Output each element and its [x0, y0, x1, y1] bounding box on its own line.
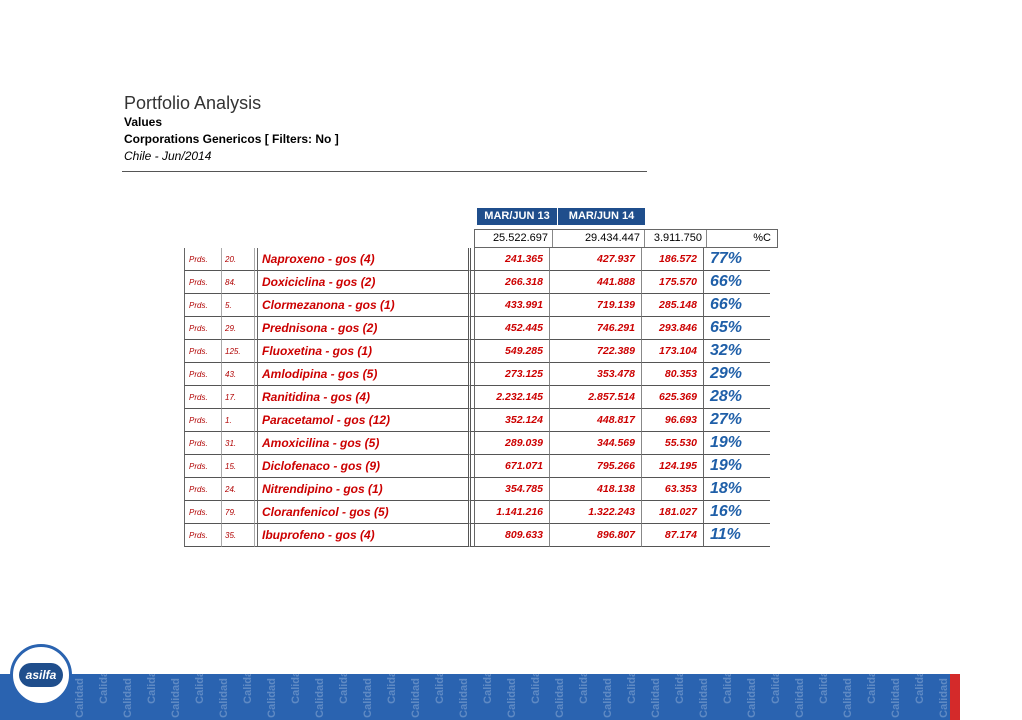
total-period1: 25.522.697: [475, 230, 553, 247]
pct-change: 29%: [704, 363, 770, 386]
value-diff: 186.572: [642, 248, 704, 271]
value-diff: 87.174: [642, 524, 704, 547]
report-filter: Corporations Genericos [ Filters: No ]: [124, 132, 339, 146]
value-period1: 433.991: [474, 294, 550, 317]
table-row: [184, 248, 770, 271]
footer-watermark: Calidad: [985, 678, 998, 718]
table-row: [184, 455, 770, 478]
value-period1: 2.232.145: [474, 386, 550, 409]
value-period2: 344.569: [550, 432, 642, 455]
product-name: Amoxicilina - gos (5): [257, 432, 471, 455]
row-type: Prds.: [184, 340, 222, 363]
value-diff: 80.353: [642, 363, 704, 386]
value-period2: 746.291: [550, 317, 642, 340]
footer-watermark: Calidad: [361, 678, 374, 718]
row-type: Prds.: [184, 455, 222, 478]
footer-watermark: Calidad: [697, 678, 710, 718]
footer-watermark: Calidad: [745, 678, 758, 718]
asilfa-logo: [10, 644, 72, 706]
pct-change: 66%: [704, 294, 770, 317]
value-period2: 722.389: [550, 340, 642, 363]
row-type: Prds.: [184, 271, 222, 294]
value-diff: 63.353: [642, 478, 704, 501]
value-period2: 795.266: [550, 455, 642, 478]
header-divider: [122, 171, 647, 172]
footer-watermark: Calidad: [433, 664, 446, 704]
value-period1: 671.071: [474, 455, 550, 478]
footer-watermark: Calidad: [1009, 664, 1022, 704]
pct-change: 32%: [704, 340, 770, 363]
product-name: Clormezanona - gos (1): [257, 294, 471, 317]
column-header-period1: MAR/JUN 13: [477, 208, 557, 225]
row-type: Prds.: [184, 501, 222, 524]
value-period1: 1.141.216: [474, 501, 550, 524]
pct-change: 28%: [704, 386, 770, 409]
product-name: Amlodipina - gos (5): [257, 363, 471, 386]
value-diff: 173.104: [642, 340, 704, 363]
value-period2: 441.888: [550, 271, 642, 294]
table-row: [184, 409, 770, 432]
value-period2: 427.937: [550, 248, 642, 271]
footer-watermark: Calidad: [97, 664, 110, 704]
product-name: Prednisona - gos (2): [257, 317, 471, 340]
footer-watermark: Calidad: [241, 664, 254, 704]
value-diff: 181.027: [642, 501, 704, 524]
product-name: Naproxeno - gos (4): [257, 248, 471, 271]
table-row: [184, 340, 770, 363]
value-period1: 809.633: [474, 524, 550, 547]
product-name: Diclofenaco - gos (9): [257, 455, 471, 478]
footer-watermark: Calidad: [73, 678, 86, 718]
row-type: Prds.: [184, 478, 222, 501]
footer-watermark: Calidad: [841, 678, 854, 718]
pct-change: 19%: [704, 455, 770, 478]
value-period1: 549.285: [474, 340, 550, 363]
total-period2: 29.434.447: [553, 230, 645, 247]
row-type: Prds.: [184, 432, 222, 455]
value-diff: 285.148: [642, 294, 704, 317]
value-period2: 896.807: [550, 524, 642, 547]
value-diff: 293.846: [642, 317, 704, 340]
row-type: Prds.: [184, 317, 222, 340]
value-period2: 719.139: [550, 294, 642, 317]
logo-text: asilfa: [19, 663, 63, 687]
footer-watermark: Calidad: [169, 678, 182, 718]
report-header: [124, 93, 648, 165]
total-diff: 3.911.750: [645, 230, 707, 247]
value-period2: 448.817: [550, 409, 642, 432]
row-type: Prds.: [184, 248, 222, 271]
footer-watermark: Calidad: [481, 664, 494, 704]
footer-watermark: Calidad: [625, 664, 638, 704]
row-rank: 84.: [222, 271, 255, 294]
table-row: [184, 363, 770, 386]
report-measure: Values: [124, 115, 163, 129]
row-type: Prds.: [184, 524, 222, 547]
row-type: Prds.: [184, 363, 222, 386]
pct-change: 16%: [704, 501, 770, 524]
row-rank: 35.: [222, 524, 255, 547]
column-header-period2: MAR/JUN 14: [558, 208, 645, 225]
footer-watermark: Calidad: [937, 678, 950, 718]
row-rank: 1.: [222, 409, 255, 432]
value-period2: 418.138: [550, 478, 642, 501]
value-period1: 452.445: [474, 317, 550, 340]
footer-watermark: Calidad: [769, 664, 782, 704]
footer-watermark: Calidad: [961, 664, 974, 704]
product-name: Ranitidina - gos (4): [257, 386, 471, 409]
table-row: [184, 386, 770, 409]
footer-watermark: Calidad: [673, 664, 686, 704]
footer-watermark: Calidad: [409, 678, 422, 718]
value-period1: 273.125: [474, 363, 550, 386]
row-rank: 5.: [222, 294, 255, 317]
value-period1: 266.318: [474, 271, 550, 294]
product-name: Doxiciclina - gos (2): [257, 271, 471, 294]
row-rank: 31.: [222, 432, 255, 455]
footer-band: [0, 664, 1022, 720]
table-row: [184, 432, 770, 455]
footer-watermark: Calidad: [889, 678, 902, 718]
footer-watermark: Calidad: [217, 678, 230, 718]
footer-watermark: Calidad: [649, 678, 662, 718]
table-row: [184, 501, 770, 524]
footer-watermark: Calidad: [601, 678, 614, 718]
pct-change: 27%: [704, 409, 770, 432]
row-type: Prds.: [184, 409, 222, 432]
value-period2: 1.322.243: [550, 501, 642, 524]
value-period2: 2.857.514: [550, 386, 642, 409]
pct-change: 19%: [704, 432, 770, 455]
footer-watermark: Calidad: [265, 678, 278, 718]
value-period2: 353.478: [550, 363, 642, 386]
value-period1: 289.039: [474, 432, 550, 455]
totals-row: [474, 229, 778, 248]
footer-watermark: Calidad: [817, 664, 830, 704]
row-rank: 15.: [222, 455, 255, 478]
table-row: [184, 294, 770, 317]
report-period: Chile - Jun/2014: [124, 149, 212, 163]
footer-watermark: Calidad: [793, 678, 806, 718]
table-row: [184, 317, 770, 340]
pct-change: 77%: [704, 248, 770, 271]
row-rank: 17.: [222, 386, 255, 409]
row-rank: 125.: [222, 340, 255, 363]
row-rank: 20.: [222, 248, 255, 271]
footer-accent: [950, 674, 960, 720]
value-period1: 352.124: [474, 409, 550, 432]
value-diff: 55.530: [642, 432, 704, 455]
footer-watermark: Calidad: [289, 664, 302, 704]
row-rank: 79.: [222, 501, 255, 524]
portfolio-table: [184, 248, 770, 547]
value-diff: 124.195: [642, 455, 704, 478]
product-name: Fluoxetina - gos (1): [257, 340, 471, 363]
table-row: [184, 524, 770, 547]
footer-watermark: Calidad: [457, 678, 470, 718]
footer-watermark: Calidad: [577, 664, 590, 704]
table-row: [184, 478, 770, 501]
value-diff: 96.693: [642, 409, 704, 432]
product-name: Paracetamol - gos (12): [257, 409, 471, 432]
footer-watermark: Calidad: [385, 664, 398, 704]
footer-watermark: Calidad: [505, 678, 518, 718]
row-rank: 24.: [222, 478, 255, 501]
footer-watermark: Calidad: [337, 664, 350, 704]
value-period1: 241.365: [474, 248, 550, 271]
footer-watermark: Calidad: [529, 664, 542, 704]
footer-watermark: Calidad: [865, 664, 878, 704]
table-row: [184, 271, 770, 294]
value-period1: 354.785: [474, 478, 550, 501]
pct-change: 66%: [704, 271, 770, 294]
footer-watermark: Calidad: [145, 664, 158, 704]
footer-watermark: Calidad: [913, 664, 926, 704]
row-type: Prds.: [184, 294, 222, 317]
footer-watermark: Calidad: [193, 664, 206, 704]
product-name: Cloranfenicol - gos (5): [257, 501, 471, 524]
product-name: Ibuprofeno - gos (4): [257, 524, 471, 547]
footer-watermark: Calidad: [121, 678, 134, 718]
pct-change: 11%: [704, 524, 770, 547]
pct-change: 18%: [704, 478, 770, 501]
report-title: Portfolio Analysis: [124, 93, 262, 113]
footer-watermark: Calidad: [553, 678, 566, 718]
pct-header: %C: [753, 232, 771, 244]
product-name: Nitrendipino - gos (1): [257, 478, 471, 501]
footer-watermark: Calidad: [313, 678, 326, 718]
pct-change: 65%: [704, 317, 770, 340]
row-rank: 43.: [222, 363, 255, 386]
value-diff: 625.369: [642, 386, 704, 409]
footer-watermark: Calidad: [721, 664, 734, 704]
row-type: Prds.: [184, 386, 222, 409]
value-diff: 175.570: [642, 271, 704, 294]
row-rank: 29.: [222, 317, 255, 340]
